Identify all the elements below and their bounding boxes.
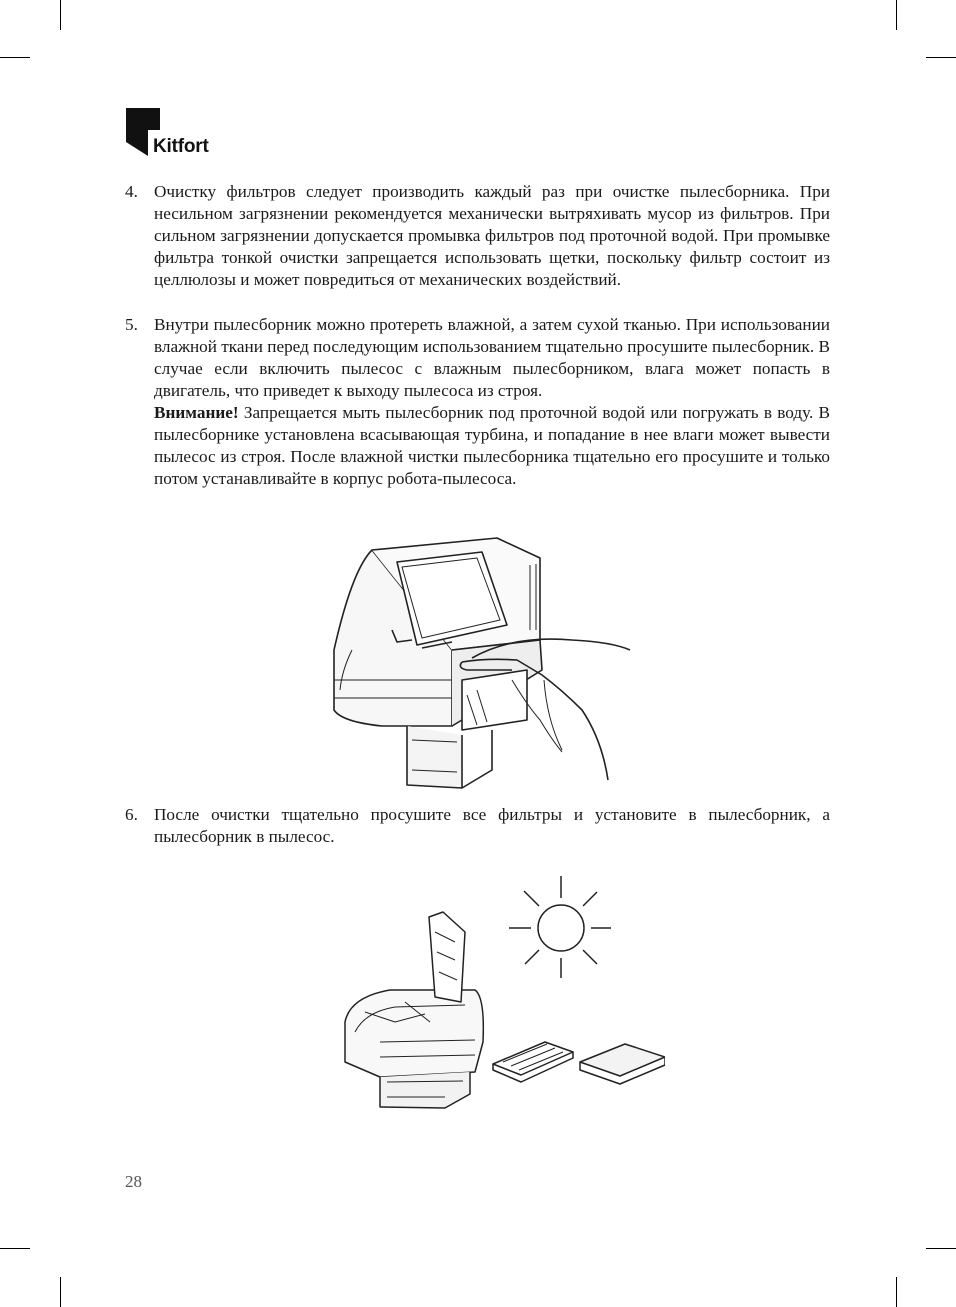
sun-icon — [509, 876, 611, 978]
list-item — [125, 804, 830, 848]
list-item — [125, 314, 830, 490]
crop-mark — [60, 0, 61, 30]
crop-mark — [0, 57, 30, 58]
crop-mark — [60, 1277, 61, 1307]
item-number: 4. — [125, 182, 138, 201]
mesh-filter-icon — [493, 1042, 573, 1082]
item-text: Внутри пылесборник можно протереть влажной, а затем сухой тканью. При использовании влажной ткани перед последующим использованием тщательно просушите пылесборник. В случае если включить пылесос с влажным пылесборником, влага может попасть в двигатель, что приведет к выходу пылесоса из строя. — [154, 315, 830, 400]
warning-label: Внимание! — [154, 403, 239, 422]
item-text: Очистку фильтров следует производить каждый раз при очистке пылесборника. При несильном загрязнении рекомендуется механически вытряхивать мусор из фильтров. При сильном загрязнении допускается промывка фильтров под проточной водой. При промывке фильтра тонкой очистки запрещается использовать щетки, поскольку фильтр состоит из целлюлозы и может повредиться от механических воздействий. — [154, 182, 830, 289]
crop-mark — [0, 1248, 30, 1249]
crop-mark — [896, 0, 897, 30]
item-text: После очистки тщательно просушите все фильтры и установите в пылесборник, а пылесборник в пылесос. — [154, 805, 830, 846]
crop-mark — [926, 57, 956, 58]
warning-paragraph — [154, 402, 830, 490]
crop-mark — [926, 1248, 956, 1249]
dustbin-removal-illustration — [312, 530, 642, 792]
list-item — [125, 181, 830, 291]
brand-name: Kitfort — [153, 136, 209, 157]
drying-filters-illustration — [335, 872, 665, 1112]
crop-mark — [896, 1277, 897, 1307]
warning-text: Запрещается мыть пылесборник под проточной водой или погружать в воду. В пылесборнике установлена всасывающая турбина, и попадание в нее влаги может вывести пылесос из строя. После влажной чистки пылесборника тщательно его просушите и только потом устанавливайте в корпус робота-пылесоса. — [154, 403, 830, 488]
item-number: 6. — [125, 805, 138, 824]
fine-filter-icon — [580, 1044, 665, 1084]
item-number: 5. — [125, 315, 138, 334]
page-number: 28 — [125, 1172, 142, 1191]
